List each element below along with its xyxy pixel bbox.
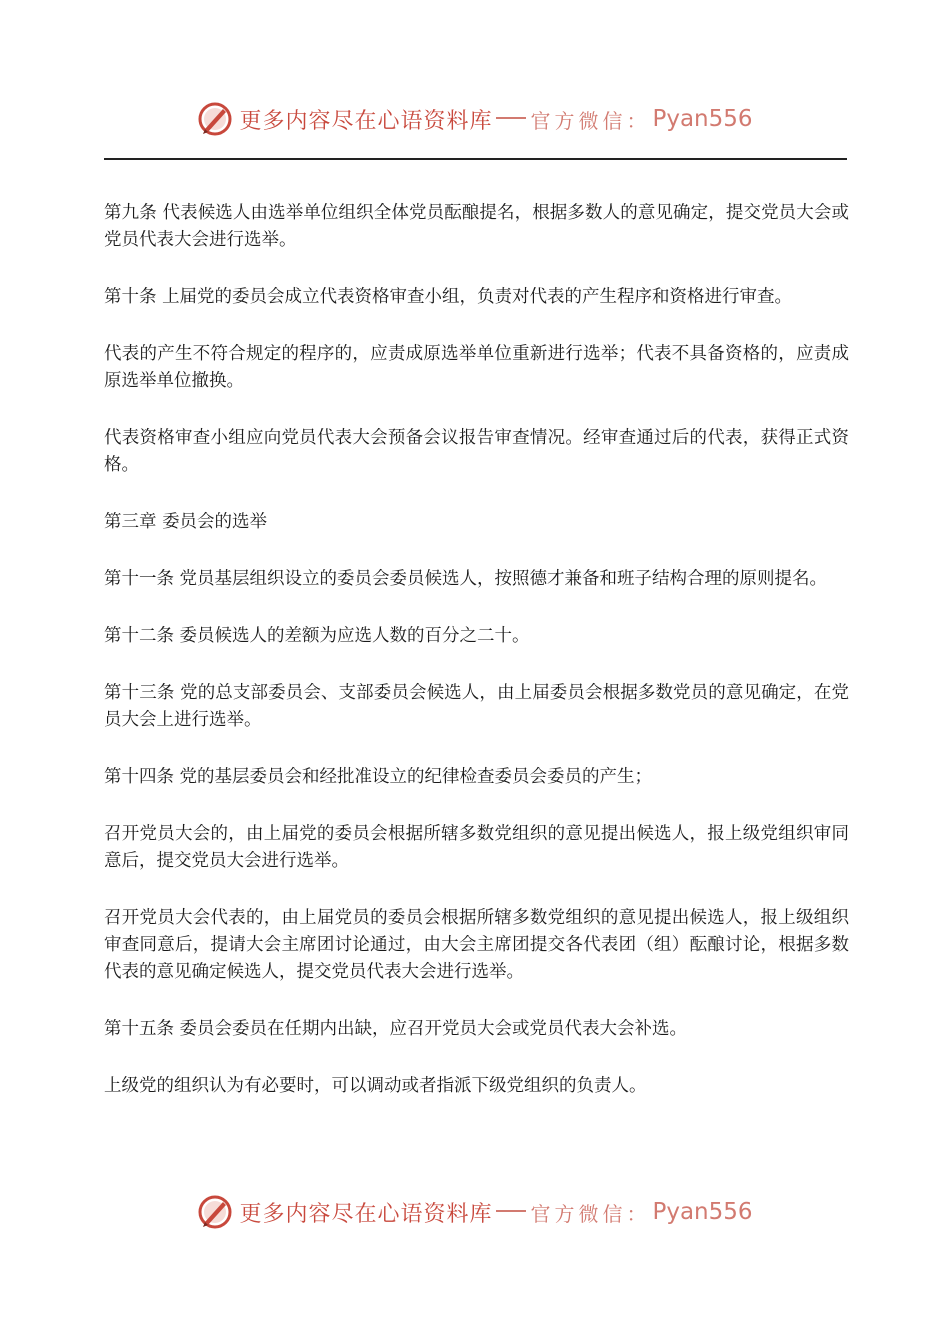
paragraph-article-12: 第十二条 委员候选人的差额为应选人数的百分之二十。 xyxy=(104,626,530,646)
banner-dash xyxy=(496,1210,526,1212)
chapter-heading: 第三章 委员会的选举 xyxy=(104,512,268,532)
banner-wechat-id: Pyan556 xyxy=(652,1199,753,1225)
footer-banner xyxy=(0,1190,950,1234)
paragraph: 上级党的组织认为有必要时，可以调动或者指派下级党组织的负责人。 xyxy=(104,1076,647,1096)
paragraph-article-11: 第十一条 党员基层组织设立的委员会委员候选人，按照德才兼备和班子结构合理的原则提名。 xyxy=(104,569,828,589)
paragraph: 代表资格审查小组应向党员代表大会预备会议报告审查情况。经审查通过后的代表，获得正式资格。 xyxy=(104,428,849,475)
pen-seal-logo-icon xyxy=(197,101,233,137)
banner-dash xyxy=(496,117,526,119)
paragraph-article-9: 第九条 代表候选人由选举单位组织全体党员酝酿提名，根据多数人的意见确定，提交党员大会或党员代表大会进行选举。 xyxy=(104,203,849,250)
banner-wechat-label: 官方微信： xyxy=(530,1201,651,1226)
banner-slogan: 更多内容尽在心语资料库 xyxy=(239,1201,493,1227)
paragraph-article-10: 第十条 上届党的委员会成立代表资格审查小组，负责对代表的产生程序和资格进行审查。 xyxy=(104,287,793,307)
paragraph-article-15: 第十五条 委员会委员在任期内出缺，应召开党员大会或党员代表大会补选。 xyxy=(104,1019,688,1039)
banner-wechat-id: Pyan556 xyxy=(652,106,753,132)
banner-slogan: 更多内容尽在心语资料库 xyxy=(239,108,493,134)
header-banner xyxy=(0,97,950,141)
paragraph-article-14: 第十四条 党的基层委员会和经批准设立的纪律检查委员会委员的产生； xyxy=(104,767,653,787)
paragraph-article-13: 第十三条 党的总支部委员会、支部委员会候选人，由上届委员会根据多数党员的意见确定，在党员大会上进行选举。 xyxy=(104,683,849,730)
document-body xyxy=(104,200,849,1130)
paragraph: 召开党员大会的，由上届党的委员会根据所辖多数党组织的意见提出候选人，报上级党组织审同意后，提交党员大会进行选举。 xyxy=(104,824,849,871)
banner-wechat-label: 官方微信： xyxy=(530,108,651,133)
paragraph: 召开党员大会代表的，由上届党员的委员会根据所辖多数党组织的意见提出候选人，报上级组织审查同意后，提请大会主席团讨论通过，由大会主席团提交各代表团（组）酝酿讨论，根据多数代表的意见确定候选人，提交党员代表大会进行选举。 xyxy=(104,908,849,982)
header-divider xyxy=(104,158,847,160)
paragraph: 代表的产生不符合规定的程序的，应责成原选举单位重新进行选举；代表不具备资格的，应责成原选举单位撤换。 xyxy=(104,344,849,391)
pen-seal-logo-icon xyxy=(197,1194,233,1230)
